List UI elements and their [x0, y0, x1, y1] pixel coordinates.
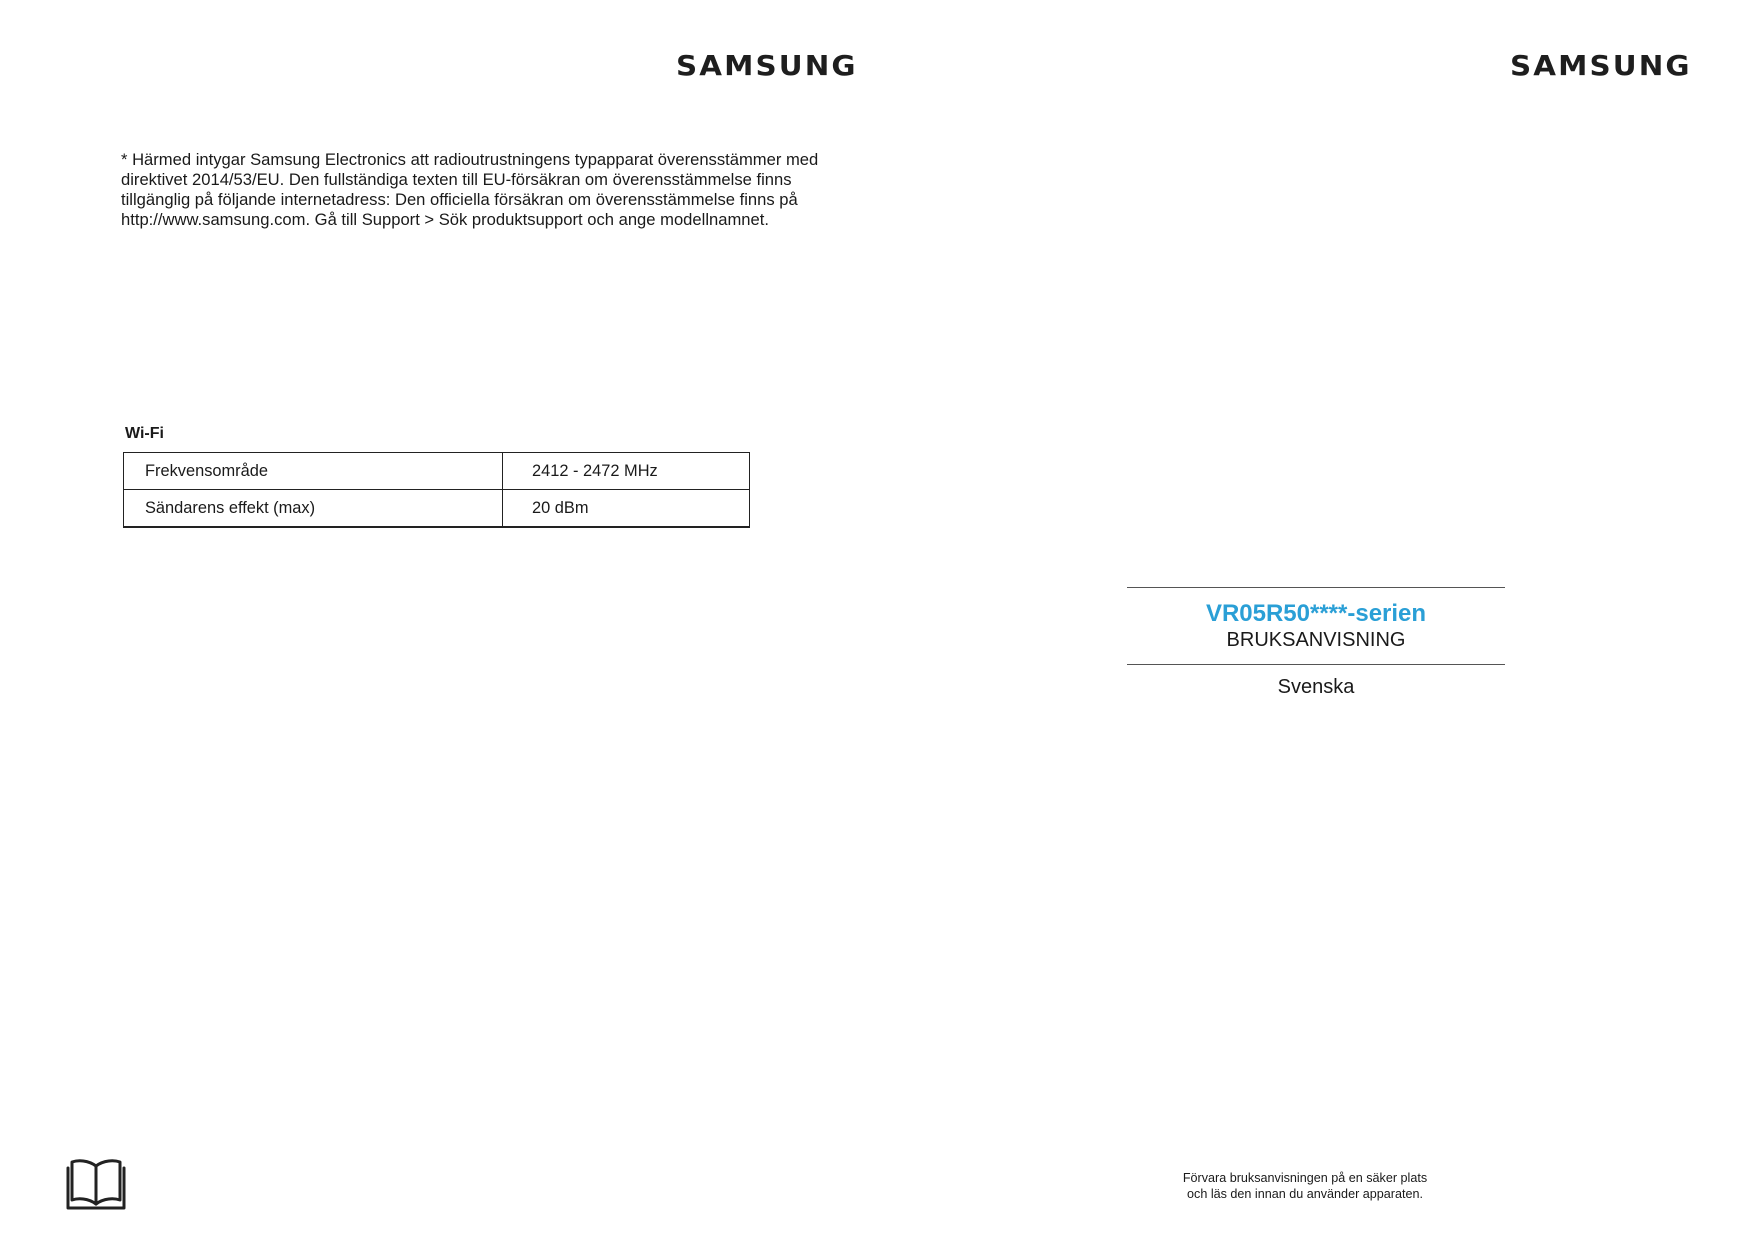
- frequency-value: 2412 - 2472 MHz: [503, 453, 750, 490]
- transmit-power-value: 20 dBm: [503, 490, 750, 528]
- language-label: Svenska: [1277, 676, 1355, 698]
- table-row: [124, 453, 750, 490]
- conformity-declaration: * Härmed intygar Samsung Electronics att radioutrustningens typapparat överensstämmer med direktivet 2014/53/EU. Den fullständiga texten till EU-försäkran om överensstämmelse finns tillgänglig på följande internetadress: Den officiella försäkran om överensstämmelse finns på http://www.samsung.com. Gå till Support > Sök produktsupport och ange modellnamnet.: [121, 150, 819, 229]
- wifi-heading: Wi-Fi: [125, 425, 164, 442]
- series-title: VR05R50****-serien: [1205, 600, 1427, 627]
- manual-title: BRUKSANVISNING: [1226, 629, 1406, 651]
- table-row: [124, 490, 750, 528]
- wifi-spec-table: [123, 452, 750, 528]
- transmit-power-label: Sändarens effekt (max): [124, 490, 503, 528]
- keep-manual-note: [1127, 1170, 1483, 1202]
- manual-book-icon: [66, 1156, 126, 1210]
- samsung-logo-right: SAMSUNG: [1510, 49, 1692, 82]
- samsung-logo-left: SAMSUNG: [676, 49, 858, 82]
- keep-note-line-2: och läs den innan du använder apparaten.: [1187, 1187, 1423, 1201]
- top-divider: [1127, 587, 1505, 588]
- frequency-label: Frekvensområde: [124, 453, 503, 490]
- keep-note-line-1: Förvara bruksanvisningen på en säker plats: [1182, 1171, 1428, 1185]
- bottom-divider: [1127, 664, 1505, 665]
- cover-title-block: [1127, 587, 1505, 699]
